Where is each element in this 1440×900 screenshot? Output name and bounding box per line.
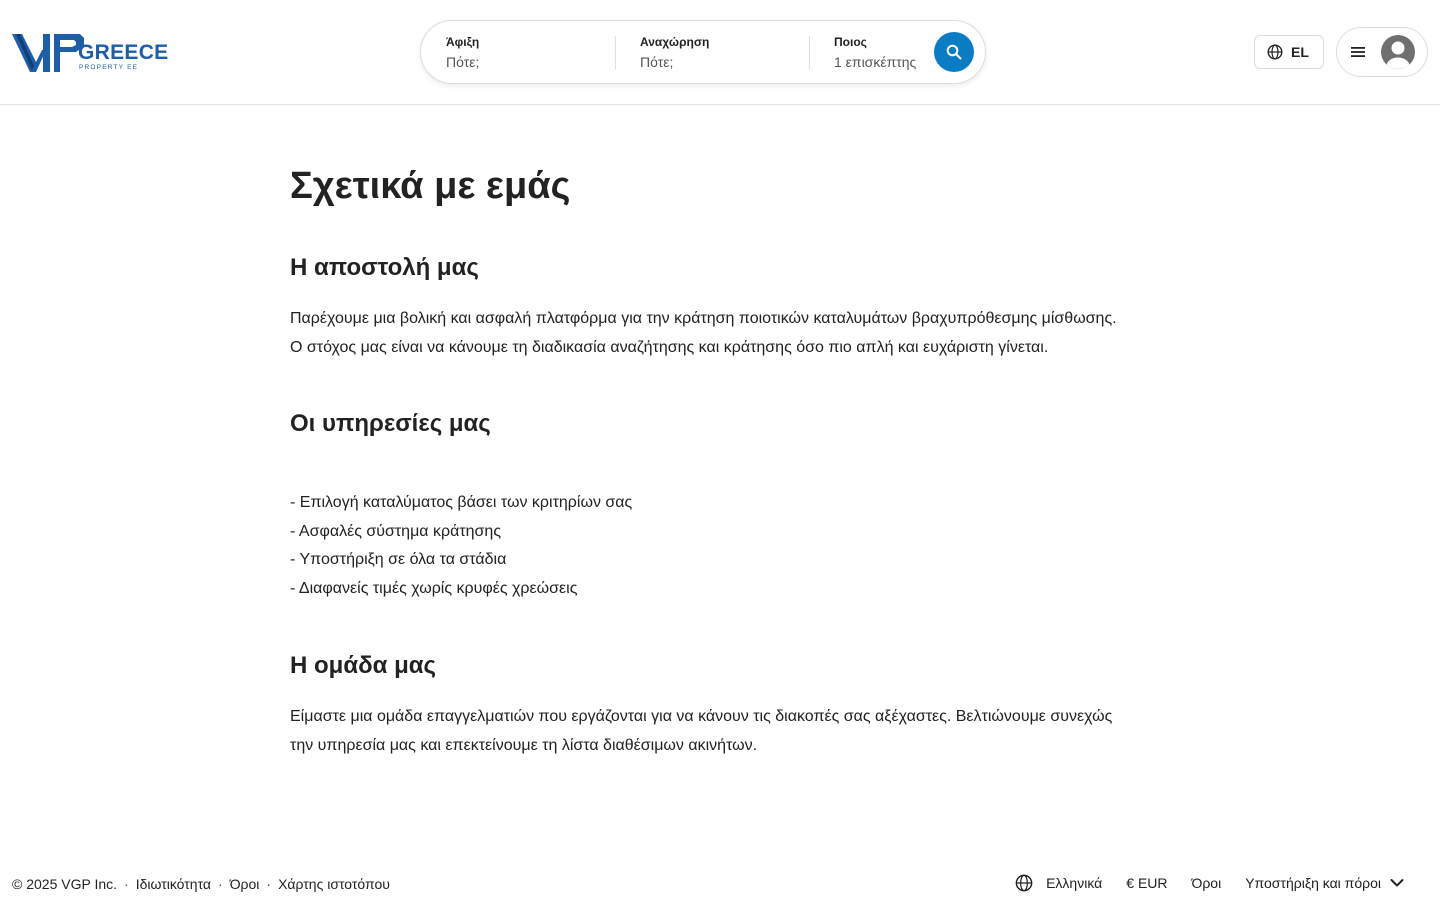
site-footer	[0, 868, 1440, 900]
footer-link-sitemap[interactable]: Χάρτης ιστοτόπου	[278, 876, 390, 892]
footer-currency-label: € EUR	[1126, 875, 1168, 891]
footer-language-label: Ελληνικά	[1046, 875, 1103, 891]
user-avatar-icon	[1381, 35, 1415, 69]
footer-separator: ·	[124, 876, 129, 892]
language-button[interactable]	[1254, 35, 1324, 69]
guests-field[interactable]	[834, 34, 930, 74]
mission-title: Η αποστολή μας	[290, 254, 479, 281]
checkin-field[interactable]	[446, 34, 606, 74]
footer-language-button[interactable]	[1015, 874, 1102, 892]
footer-currency-button[interactable]	[1126, 875, 1167, 891]
search-button[interactable]	[934, 32, 974, 72]
logo-wordmark: GREECE	[78, 41, 169, 64]
guests-value: 1 επισκέπτης	[834, 54, 917, 70]
mission-text-line-1: Παρέχουμε μια βολική και ασφαλή πλατφόρμα για την κράτηση ποιοτικών καταλυμάτων βραχυπρόθεσμης μίσθωσης.	[290, 310, 1117, 327]
search-icon	[946, 44, 962, 60]
checkout-value: Πότε;	[640, 54, 674, 70]
footer-separator: ·	[218, 876, 223, 892]
user-menu-button[interactable]	[1336, 27, 1428, 77]
globe-icon	[1267, 44, 1283, 60]
footer-terms-link[interactable]	[1192, 875, 1222, 891]
page-title: Σχετικά με εμάς	[290, 165, 571, 207]
services-list	[290, 489, 632, 604]
list-item: - Επιλογή καταλύματος βάσει των κριτηρίων σας	[290, 494, 633, 511]
services-title: Οι υπηρεσίες μας	[290, 410, 491, 437]
about-content	[290, 160, 1160, 754]
site-header	[0, 0, 1440, 105]
copyright: © 2025 VGP Inc.	[12, 876, 118, 892]
chevron-down-icon	[1390, 878, 1404, 888]
team-text-line-1: Είμαστε μια ομάδα επαγγελματιών που εργάζονται για να κάνουν τις διακοπές σας αξέχαστες. Βελτιώνουμε συνεχώς	[290, 708, 1113, 725]
language-code: EL	[1291, 44, 1309, 60]
footer-terms-label: Όροι	[1191, 875, 1222, 891]
footer-links	[12, 876, 390, 892]
logo-subtitle: PROPERTY EE	[79, 64, 139, 71]
footer-settings	[991, 874, 1404, 892]
team-text-line-2: την υπηρεσία μας και επεκτείνουμε τη λίστα διαθέσιμων ακινήτων.	[290, 737, 758, 754]
globe-icon	[1015, 874, 1033, 892]
list-item: - Υποστήριξη σε όλα τα στάδια	[290, 551, 507, 569]
list-item: - Διαφανείς τιμές χωρίς κρυφές χρεώσεις	[290, 580, 578, 598]
checkin-value: Πότε;	[446, 54, 480, 70]
guests-label: Ποιος	[834, 35, 867, 49]
footer-separator: ·	[266, 876, 272, 892]
footer-link-privacy[interactable]: Ιδιωτικότητα	[135, 876, 212, 892]
checkin-label: Άφιξη	[446, 35, 480, 49]
search-divider	[809, 36, 810, 70]
hamburger-menu-icon	[1349, 45, 1367, 59]
search-bar	[420, 20, 986, 84]
footer-support-label: Υποστήριξη και πόροι	[1245, 875, 1381, 891]
footer-link-terms[interactable]: Όροι	[229, 876, 260, 892]
checkout-label: Αναχώρηση	[640, 35, 710, 49]
checkout-field[interactable]	[640, 34, 800, 74]
footer-support-button[interactable]	[1245, 875, 1404, 891]
search-divider	[615, 36, 616, 70]
mission-text-line-2: Ο στόχος μας είναι να κάνουμε τη διαδικασία αναζήτησης και κράτησης όσο πιο απλή και ευχάριστη γίνεται.	[290, 339, 1049, 356]
team-title: Η ομάδα μας	[290, 652, 436, 679]
list-item: - Ασφαλές σύστημα κράτησης	[290, 522, 502, 540]
